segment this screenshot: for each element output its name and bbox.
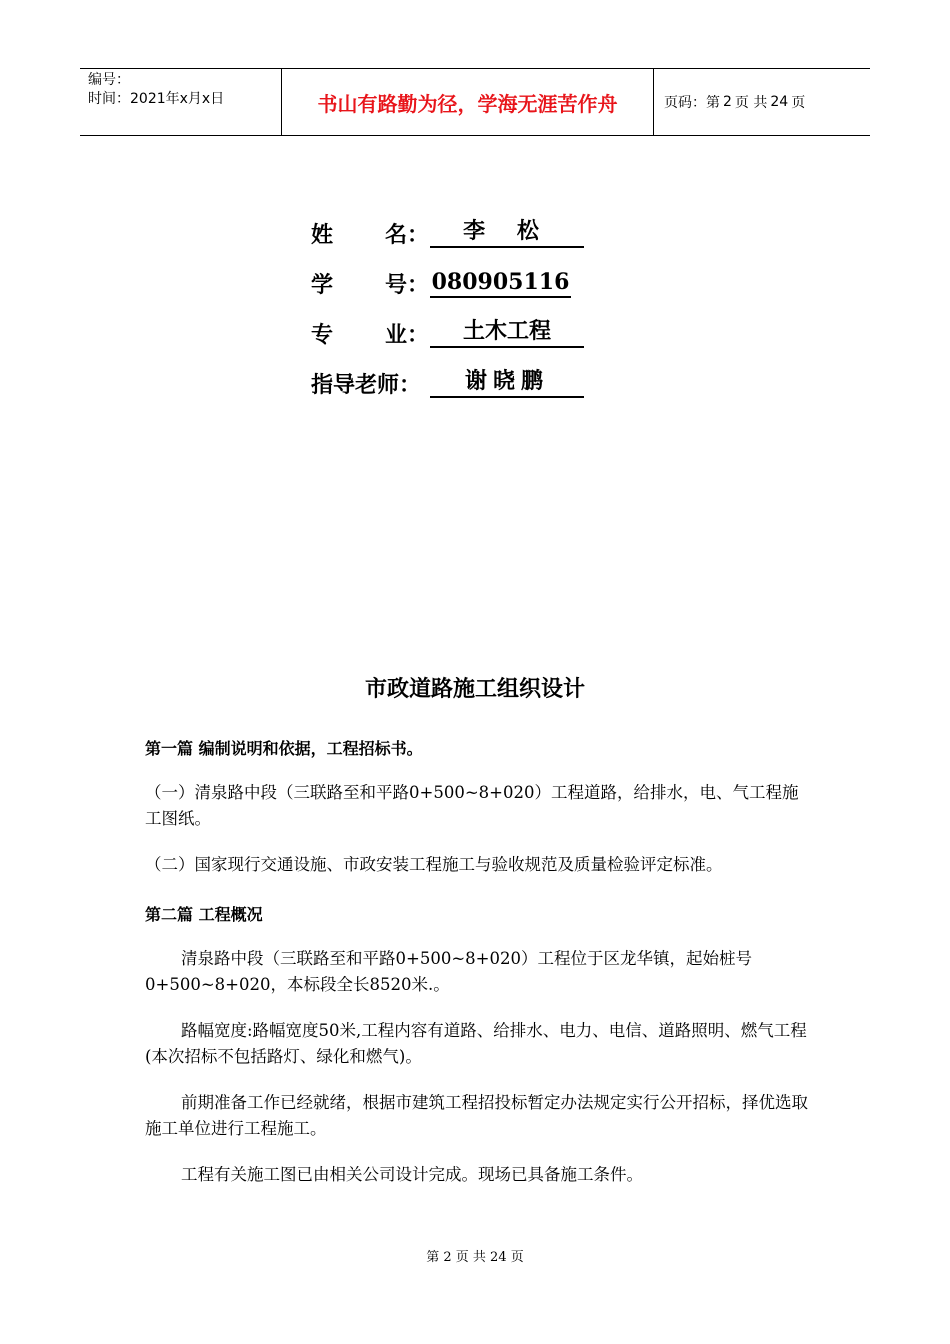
major-label-a: 专 (311, 323, 334, 348)
student-info (311, 218, 584, 418)
section1-item1: （一）清泉路中段（三联路至和平路0+500~8+020）工程道路，给排水，电、气工程施工图纸。 (145, 783, 799, 828)
document-title: 市政道路施工组织设计 (364, 677, 585, 702)
major-label (311, 318, 429, 349)
paragraph-3: 前期准备工作已经就绪，根据市建筑工程招投标暂定办法规定实行公开招标，择优选取施工单位进行工程施工。 (145, 1093, 808, 1138)
paragraph-4: 工程有关施工图已由相关公司设计完成。现场已具备施工条件。 (181, 1165, 643, 1184)
header-motto: 书山有路勤为径，学海无涯苦作舟 (282, 69, 654, 135)
id-value: 080905116 (430, 268, 571, 298)
header-page-info (654, 69, 870, 135)
page-mid: 页 共 (734, 95, 768, 111)
page-suffix: 页 (791, 95, 806, 111)
info-row-id (311, 268, 584, 318)
major-value: 土木工程 (430, 318, 584, 348)
id-label (311, 268, 429, 299)
info-row-advisor (311, 368, 584, 418)
name-value: 李 松 (430, 218, 584, 248)
name-label-b: 名： (384, 223, 429, 248)
page-prefix: 页码：第 (664, 95, 720, 111)
id-label-b: 号： (384, 273, 429, 298)
info-row-major (311, 318, 584, 368)
info-row-name (311, 218, 584, 268)
section1-heading: 第一篇 编制说明和依据，工程招标书。 (145, 739, 423, 758)
header-meta (80, 69, 282, 135)
name-label-a: 姓 (311, 223, 334, 248)
paragraph-2: 路幅宽度:路幅宽度50米,工程内容有道路、给排水、电力、电信、道路照明、燃气工程(本次招标不包括路灯、绿化和燃气)。 (145, 1021, 807, 1066)
major-label-b: 业： (384, 323, 429, 348)
date-line: 时间：2021年x月x日 (88, 91, 225, 107)
advisor-label: 指导老师： (311, 373, 422, 398)
name-label (311, 218, 429, 249)
footer-page-number: 第 2 页 共 24 页 (426, 1250, 524, 1265)
section1-item2: （二）国家现行交通设施、市政安装工程施工与验收规范及质量检验评定标准。 (145, 855, 723, 874)
paragraph-1: 清泉路中段（三联路至和平路0+500~8+020）工程位于区龙华镇，起始桩号0+500~8+020，本标段全长8520米.。 (145, 949, 752, 994)
id-label-a: 学 (311, 273, 334, 298)
advisor-value: 谢晓鹏 (430, 368, 584, 398)
header-table (80, 68, 870, 136)
section2-heading: 第二篇 工程概况 (145, 905, 263, 924)
page-total: 24 (770, 94, 789, 110)
code-label: 编号： (88, 72, 130, 88)
page-current: 2 (723, 94, 732, 110)
